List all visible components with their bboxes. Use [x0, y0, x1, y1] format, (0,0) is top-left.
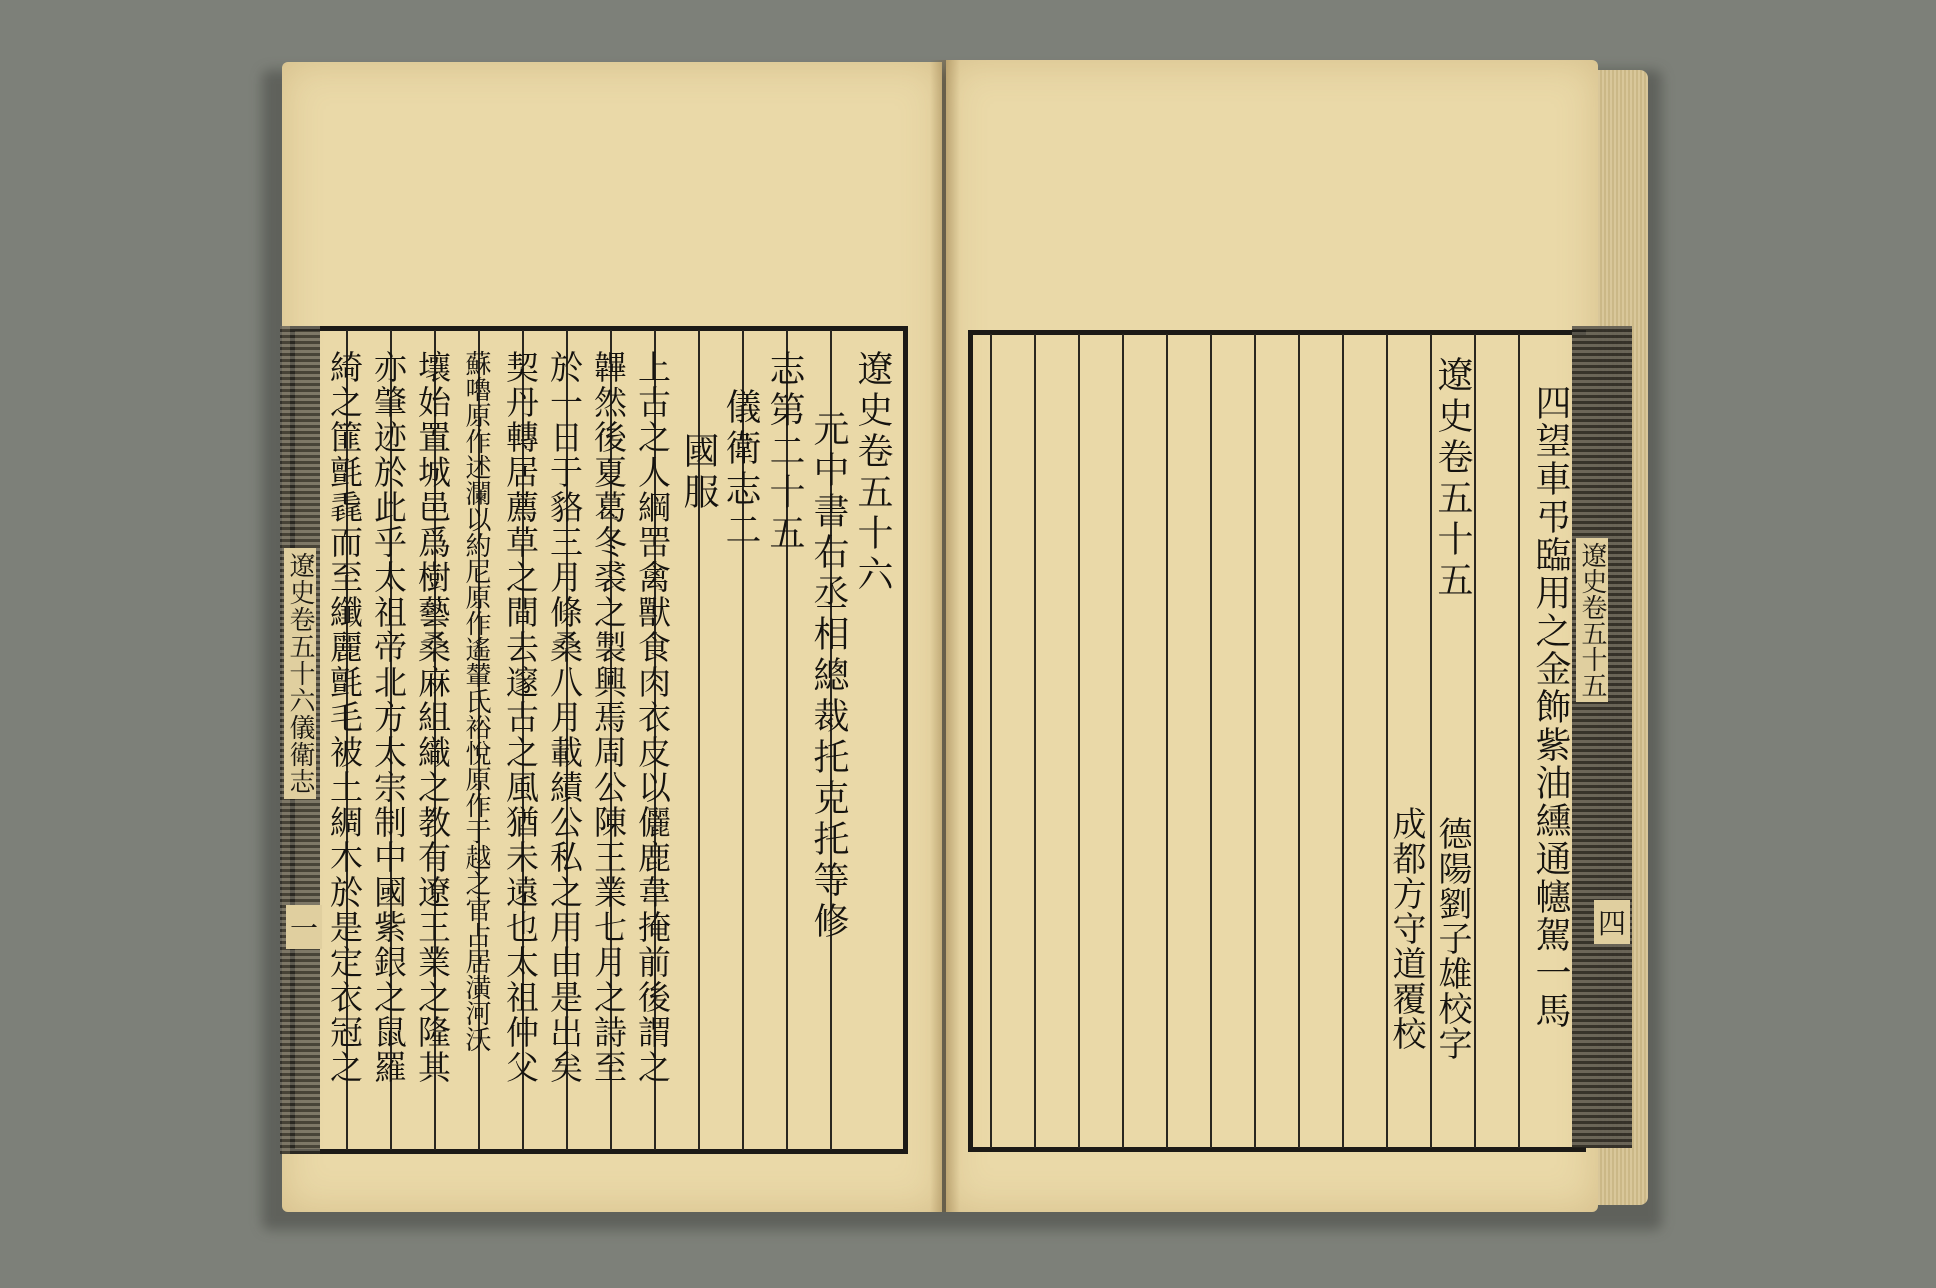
title-column: 遼史卷五十六 — [852, 350, 893, 596]
column-rule — [1518, 334, 1520, 1148]
book-gutter — [930, 60, 960, 1212]
column-rule — [990, 334, 992, 1148]
column-rule — [1034, 334, 1036, 1148]
body-text-column: 四望車弔臨用之金飾紫油纁通幰駕一馬 — [1530, 384, 1571, 1030]
chapter-heading: 志第二十五 — [764, 350, 805, 555]
body-text-column: 綺之篚氈毳而至纖麗氈毛被土綢木於是定衣冠之 — [325, 350, 364, 1085]
right-center-strip — [1572, 326, 1632, 1148]
proofreader-column: 德陽劉子雄校字 — [1432, 816, 1472, 1061]
reviewer-column: 成都方守道覆校 — [1386, 806, 1426, 1051]
body-text-column: 亦肇迹於此乎太祖帝北方太宗制中國紫銀之鼠羅 — [369, 350, 408, 1085]
left-page-number: 一 — [286, 905, 322, 949]
right-center-strip-text: 遼史卷五十五 — [1576, 538, 1608, 702]
column-rule — [1474, 334, 1476, 1148]
body-text-column: 韠然後夏葛冬裘之製興焉周公陳王業七月之詩至 — [589, 350, 628, 1085]
column-rule — [1298, 334, 1300, 1148]
body-text-column: 於一日于貉三月條桑八月載績公私之用由是出矣 — [545, 350, 584, 1085]
body-text-column: 上古之人綱罟禽獸食肉衣皮以儷鹿韋掩前後謂之 — [633, 350, 672, 1085]
right-page-number: 四 — [1594, 900, 1630, 944]
column-rule — [1122, 334, 1124, 1148]
column-rule — [1254, 334, 1256, 1148]
left-center-strip-text: 遼史卷五十六儀衛志 — [284, 548, 316, 799]
column-rule — [1078, 334, 1080, 1148]
body-text-column: 壤始置城邑爲樹藝桑麻組織之教有遼王業之隆其 — [413, 350, 452, 1085]
column-rule — [1342, 334, 1344, 1148]
column-rule — [1210, 334, 1212, 1148]
right-text-frame — [968, 330, 1586, 1152]
body-text-column-with-notes: 蘇嚕原作述瀾以約尼原作遙輦氏裕悅原作于越之官占居潢河沃 — [461, 350, 491, 1052]
column-rule — [1166, 334, 1168, 1148]
end-title-column: 遼史卷五十五 — [1432, 356, 1473, 602]
body-text-column: 契丹轉居薦草之間去邃古之風猶未遠也太祖仲父 — [501, 350, 540, 1085]
author-column: 元中書右丞相總裁托克托等修 — [808, 410, 849, 943]
section-heading: 儀衛志二 — [720, 388, 761, 552]
subsection-heading: 國服 — [678, 432, 719, 514]
